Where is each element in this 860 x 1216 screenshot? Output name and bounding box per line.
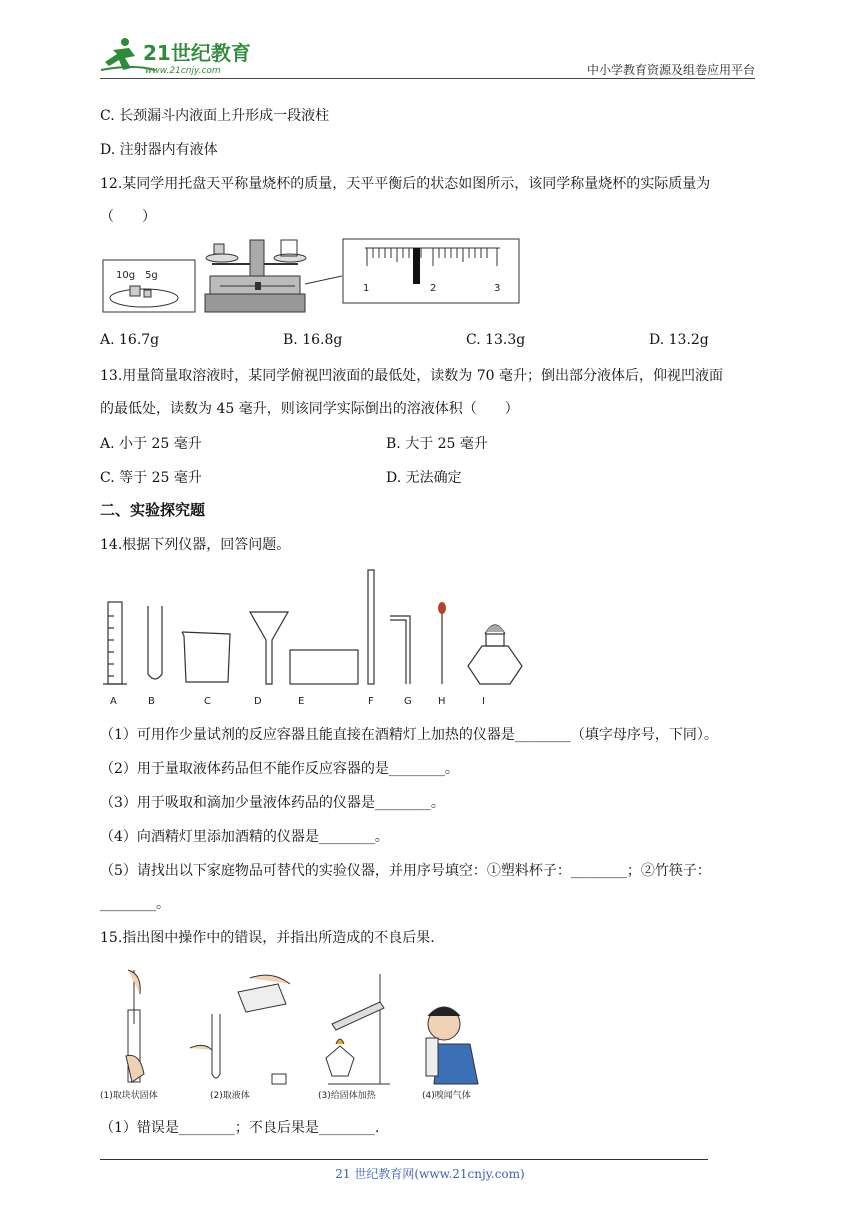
instrument-label-f: F bbox=[368, 696, 374, 707]
funnel-icon bbox=[250, 612, 288, 684]
test-tube-icon bbox=[148, 606, 162, 679]
op-caption-4: (4)嗅闻气体 bbox=[422, 1091, 471, 1101]
balance-figure bbox=[100, 236, 525, 318]
instrument-label-d: D bbox=[254, 696, 262, 707]
q14-stem: 14.根据下列仪器，回答问题。 bbox=[100, 537, 291, 553]
instrument-label-g: G bbox=[404, 696, 412, 707]
instrument-label-h: H bbox=[438, 696, 446, 707]
q12-option-d: D. 13.2g bbox=[649, 332, 709, 348]
q13-option-d: D. 无法确定 bbox=[386, 470, 462, 486]
graduated-cylinder-icon bbox=[103, 602, 127, 684]
instrument-label-b: B bbox=[148, 696, 155, 707]
q13-stem-line1: 13.用量筒量取溶液时，某同学俯视凹液面的最低处，读数为 70 毫升；倒出部分液体后，仰视凹液面 bbox=[100, 368, 723, 384]
q12-option-a: A. 16.7g bbox=[100, 332, 160, 348]
section-title: 二、实验探究题 bbox=[100, 501, 206, 519]
bent-tube-icon bbox=[390, 616, 410, 684]
rider-scale bbox=[363, 248, 500, 294]
logo-url: www.21cnjy.com bbox=[145, 66, 221, 76]
q13-option-b: B. 大于 25 毫升 bbox=[386, 436, 488, 452]
q13-stem-line2: 的最低处，读数为 45 毫升，则该同学实际倒出的溶液体积（ ） bbox=[100, 401, 519, 417]
heating-setup-icon bbox=[326, 974, 390, 1084]
op-caption-1: (1)取块状固体 bbox=[100, 1091, 158, 1101]
q12-option-b: B. 16.8g bbox=[283, 332, 343, 348]
glass-rod-icon bbox=[368, 570, 374, 684]
instrument-label-i: I bbox=[482, 696, 485, 707]
q14-sub2: （2）用于量取液体药品但不能作反应容器的是________。 bbox=[100, 761, 459, 777]
instrument-label-e: E bbox=[298, 696, 305, 707]
pouring-liquid-icon bbox=[190, 975, 290, 1084]
q12-stem: 12.某同学用托盘天平称量烧杯的质量，天平平衡后的状态如图所示，该同学称量烧杯的实际质量为 bbox=[100, 176, 711, 192]
logo bbox=[95, 36, 265, 76]
logo-text: 21世纪教育 bbox=[143, 41, 251, 65]
q14-sub5-line1: （5）请找出以下家庭物品可替代的实验仪器，并用序号填空：①塑料杯子：________；②竹筷子： bbox=[100, 863, 711, 879]
scale-tick-1: 1 bbox=[363, 283, 370, 294]
q12-paren: （ ） bbox=[100, 209, 156, 225]
op-caption-2: (2)取液体 bbox=[210, 1091, 250, 1101]
smelling-gas-icon bbox=[426, 1007, 478, 1084]
instrument-label-a: A bbox=[110, 696, 117, 707]
alcohol-lamp-icon bbox=[468, 625, 522, 684]
header-platform-text: 中小学教育资源及组卷应用平台 bbox=[586, 63, 755, 77]
q15-sub1: （1）错误是________；不良后果是________. bbox=[100, 1120, 380, 1136]
balance-icon bbox=[205, 240, 306, 312]
footer-text: 21 世纪教育网(www.21cnjy.com) bbox=[335, 1167, 525, 1181]
q11-option-d: D. 注射器内有液体 bbox=[100, 142, 218, 158]
q15-stem: 15.指出图中操作中的错误，并指出所造成的不良后果. bbox=[100, 930, 435, 946]
trough-icon bbox=[290, 650, 358, 684]
q14-sub3: （3）用于吸取和滴加少量液体药品的仪器是________。 bbox=[100, 795, 445, 811]
footer-divider bbox=[100, 1159, 708, 1160]
q14-sub4: （4）向酒精灯里添加酒精的仪器是________。 bbox=[100, 829, 389, 845]
instruments-figure bbox=[100, 566, 530, 714]
beaker-icon bbox=[182, 632, 230, 682]
q11-option-c: C. 长颈漏斗内液面上升形成一段液柱 bbox=[100, 108, 330, 124]
tweezers-icon bbox=[126, 970, 144, 1082]
q12-option-c: C. 13.3g bbox=[466, 332, 526, 348]
q13-option-a: A. 小于 25 毫升 bbox=[100, 436, 202, 452]
operations-figure bbox=[100, 964, 490, 1104]
q14-sub5-line2: ________。 bbox=[100, 896, 170, 912]
weights-label: 10g 5g bbox=[116, 270, 158, 281]
op-caption-3: (3)给固体加热 bbox=[318, 1091, 376, 1101]
q13-option-c: C. 等于 25 毫升 bbox=[100, 470, 202, 486]
header-divider bbox=[100, 78, 755, 79]
scale-tick-2: 2 bbox=[430, 283, 437, 294]
instrument-label-c: C bbox=[204, 696, 211, 707]
q14-sub1: （1）可用作少量试剂的反应容器且能直接在酒精灯上加热的仪器是________（填字母序号，下同）。 bbox=[100, 727, 718, 743]
scale-tick-3: 3 bbox=[494, 283, 501, 294]
